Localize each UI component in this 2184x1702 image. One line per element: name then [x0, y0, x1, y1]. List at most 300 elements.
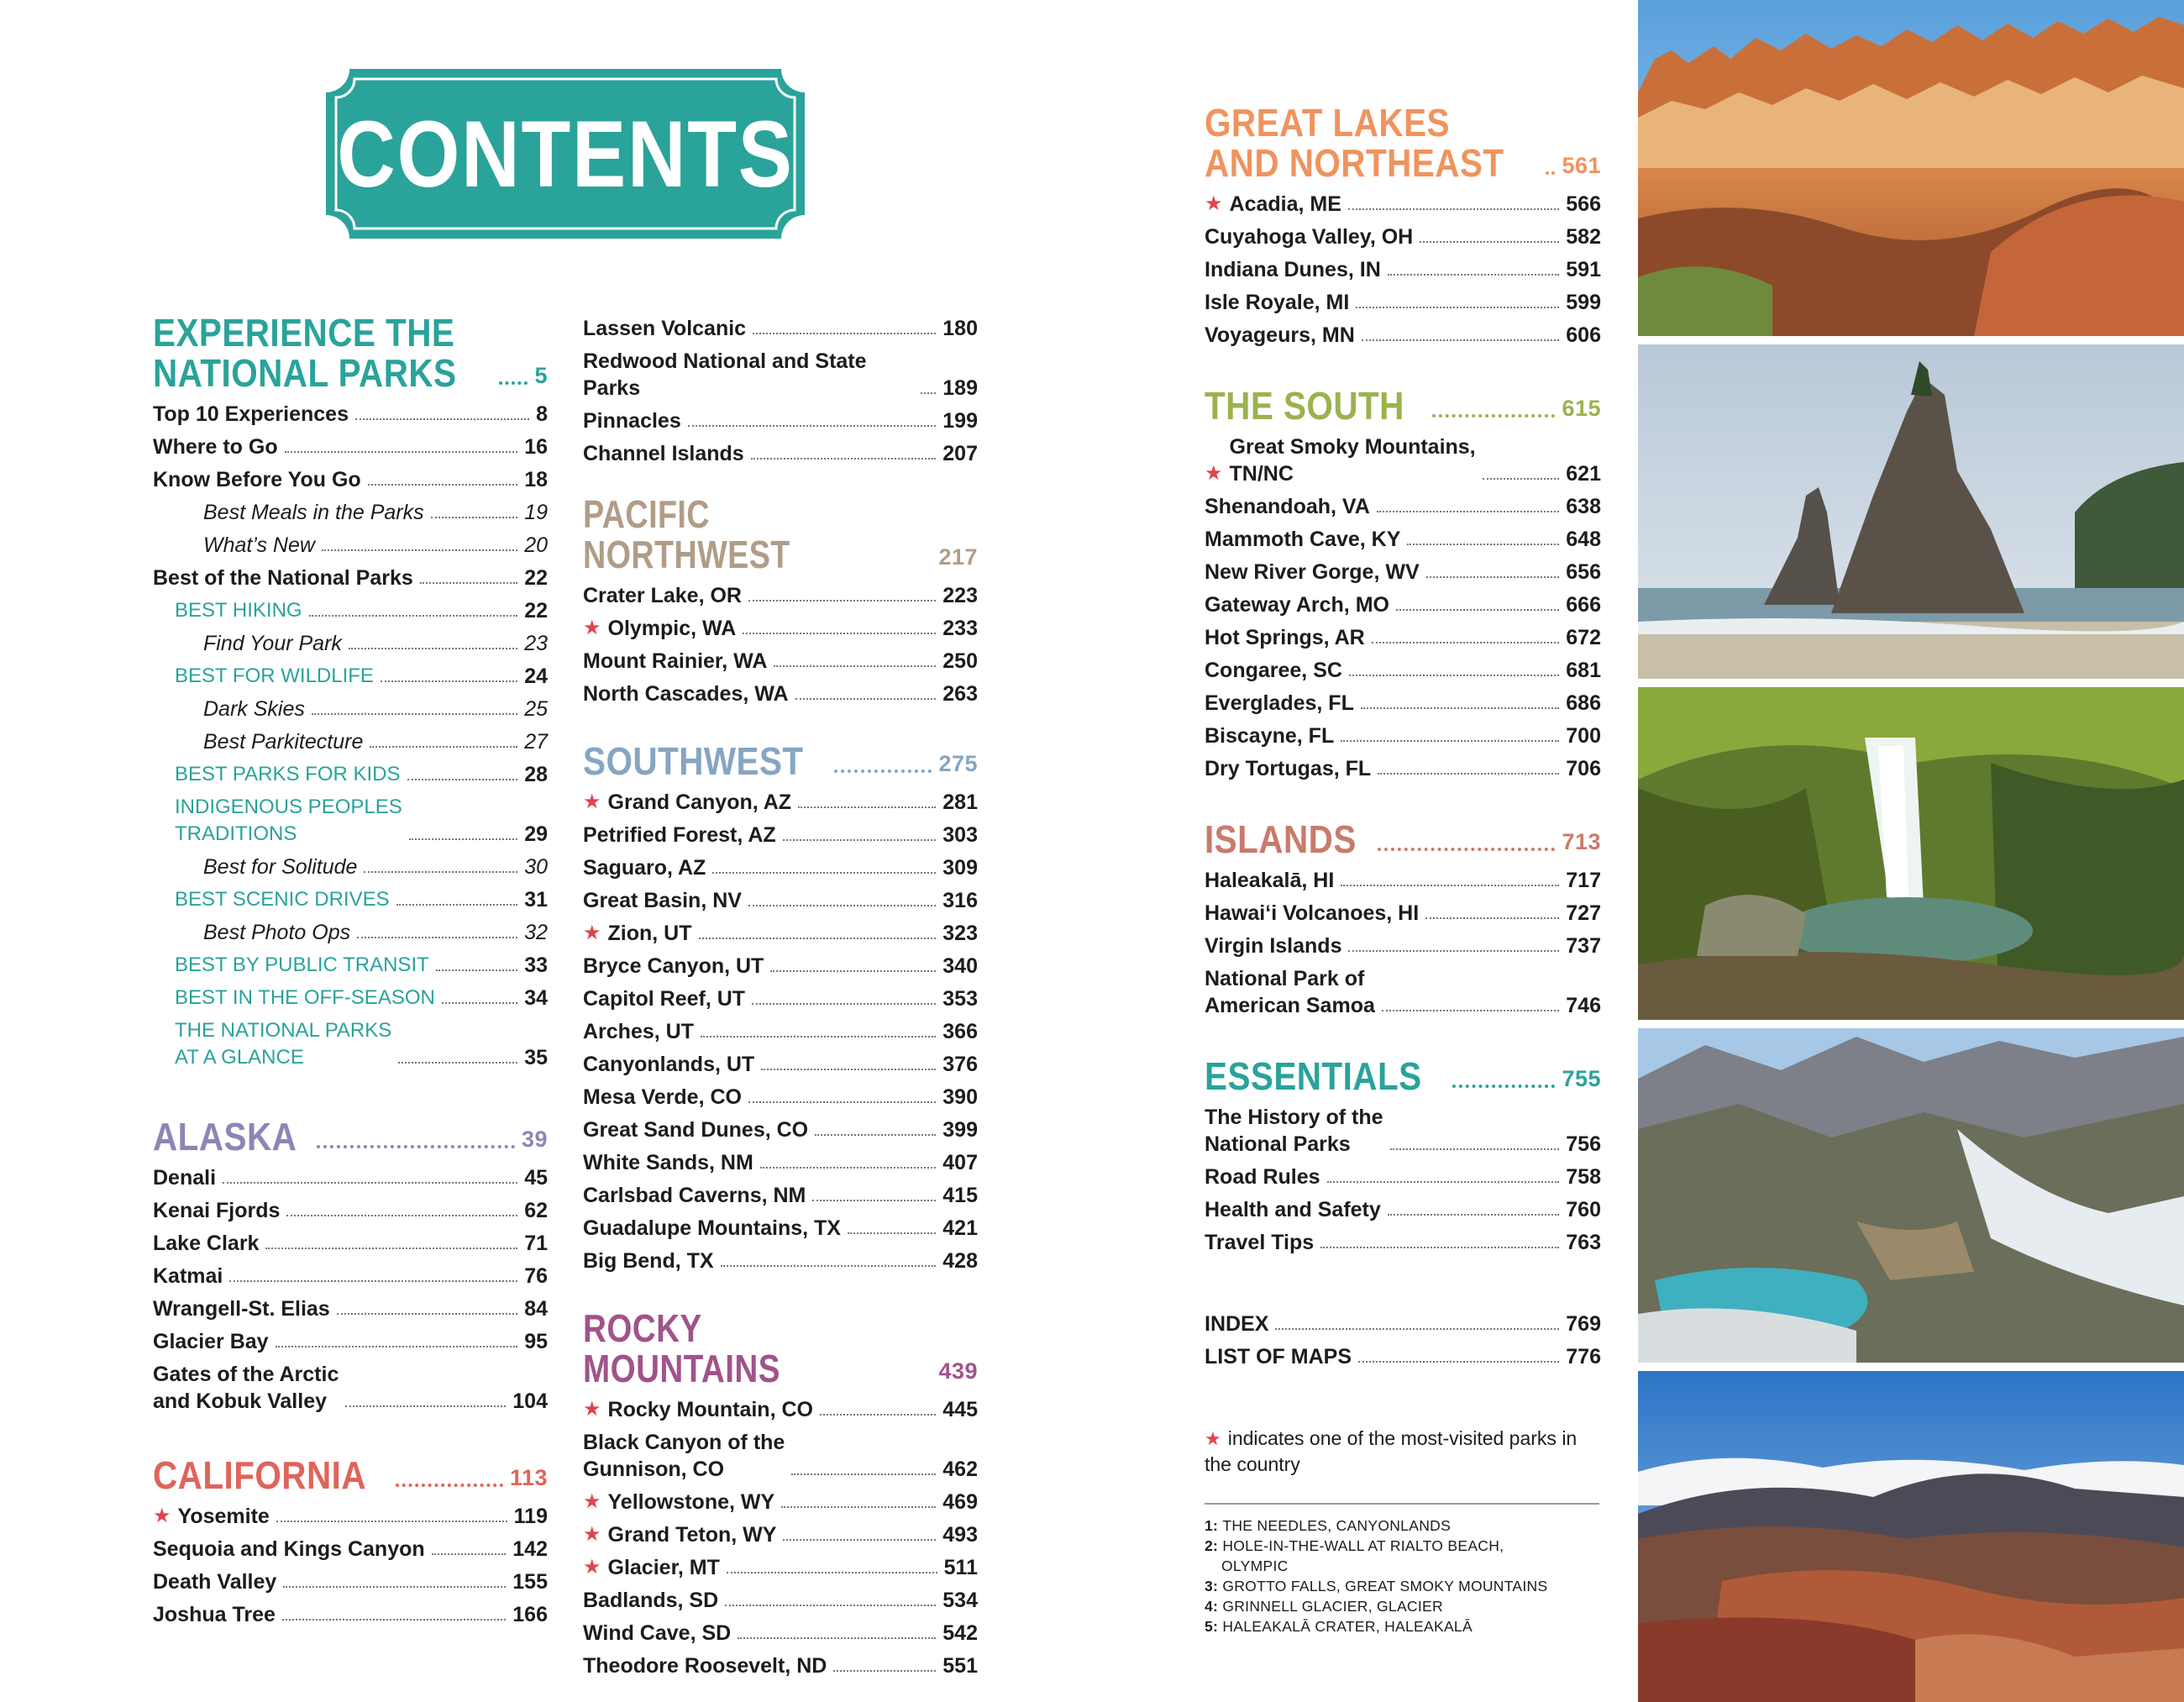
- entry-title: Congaree, SC: [1205, 659, 1342, 682]
- entry-page-number: 104: [512, 1389, 548, 1413]
- leader-dots: [1390, 1148, 1560, 1150]
- entry-title: Know Before You Go: [153, 468, 361, 491]
- entry-title: Yellowstone, WY: [607, 1490, 775, 1514]
- leader-dots: [1388, 1214, 1560, 1216]
- entry-page-number: 428: [942, 1249, 978, 1273]
- section-title: GREAT LAKES AND NORTHEAST: [1205, 101, 1504, 185]
- entry-title: Best for Solitude: [203, 855, 358, 879]
- leader-dots: [699, 938, 937, 939]
- toc-entry[interactable]: [153, 496, 548, 529]
- entry-title: Top 10 Experiences: [153, 402, 349, 426]
- section-title: ESSENTIALS: [1205, 1054, 1422, 1098]
- toc-entry[interactable]: [583, 917, 978, 950]
- section-great-lakes: [1205, 102, 1601, 352]
- entry-page-number: 28: [524, 763, 548, 786]
- entry-page-number: 33: [524, 953, 548, 977]
- haleakala-crater-photo: [1638, 1371, 2184, 1702]
- toc-entry[interactable]: [583, 1394, 978, 1426]
- toc-entry[interactable]: [583, 313, 978, 345]
- entry-title: Wrangell-St. Elias: [153, 1297, 330, 1321]
- leader-dots: [265, 1248, 517, 1249]
- toc-entry[interactable]: [583, 645, 978, 678]
- toc-entry[interactable]: [583, 1486, 978, 1519]
- entry-title: Isle Royale, MI: [1205, 291, 1350, 314]
- toc-entry[interactable]: [583, 612, 978, 645]
- entry-title: Grand Teton, WY: [607, 1523, 777, 1547]
- entry-page-number: 8: [536, 402, 548, 426]
- entry-page-number: 648: [1566, 528, 1601, 551]
- credit-number: 1:: [1205, 1517, 1223, 1534]
- toc-entry[interactable]: [1205, 188, 1601, 221]
- entry-title: White Sands, NM: [583, 1151, 753, 1174]
- entry-title: Carlsbad Caverns, NM: [583, 1184, 806, 1207]
- toc-entry[interactable]: [583, 885, 978, 917]
- section-heading: [583, 741, 978, 781]
- leader-dots: [725, 1605, 936, 1606]
- toc-entry[interactable]: [583, 580, 978, 612]
- toc-entry[interactable]: [583, 405, 978, 438]
- toc-entry[interactable]: [583, 438, 978, 470]
- section-southwest: [583, 741, 978, 1278]
- entry-title: BEST IN THE OFF-SEASON: [175, 986, 435, 1009]
- entry-page-number: 45: [524, 1166, 548, 1190]
- toc-entry[interactable]: [1205, 221, 1601, 254]
- toc-entry[interactable]: [583, 983, 978, 1016]
- entry-title: Virgin Islands: [1205, 934, 1342, 958]
- toc-entry[interactable]: [153, 851, 548, 884]
- entry-page-number: 591: [1566, 258, 1601, 281]
- entry-page-number: 19: [524, 501, 548, 524]
- entry-page-number: 84: [524, 1297, 548, 1321]
- toc-entry[interactable]: [153, 1227, 548, 1260]
- credit-text: HOLE-IN-THE-WALL AT RIALTO BEACH,: [1222, 1537, 1504, 1554]
- entry-page-number: 25: [524, 697, 548, 721]
- entry-title: Indiana Dunes, IN: [1205, 258, 1381, 281]
- toc-entry[interactable]: [583, 1245, 978, 1278]
- credit-number: 4:: [1205, 1598, 1223, 1615]
- toc-entry[interactable]: [583, 1519, 978, 1552]
- section-heading: [583, 1308, 978, 1389]
- toc-entry[interactable]: [1205, 654, 1601, 687]
- toc-entry[interactable]: [583, 1016, 978, 1048]
- leader-dots: [1425, 917, 1559, 919]
- entry-title: Travel Tips: [1205, 1231, 1315, 1254]
- toc-entry[interactable]: [1205, 753, 1601, 785]
- toc-entry[interactable]: [1205, 319, 1601, 352]
- leader-dots: [1420, 241, 1559, 243]
- leader-dots: [921, 392, 936, 394]
- toc-entry[interactable]: [583, 1426, 978, 1486]
- entry-title: Sequoia and Kings Canyon: [153, 1537, 425, 1561]
- section-page-number[interactable]: 113: [509, 1465, 548, 1490]
- entry-title: Olympic, WA: [607, 617, 737, 640]
- leader-dots: [743, 633, 936, 634]
- leader-dots: [432, 1553, 507, 1555]
- entry-title: Glacier, MT: [607, 1556, 720, 1579]
- toc-entry[interactable]: [583, 1212, 978, 1245]
- leader-dots: [1426, 576, 1560, 578]
- toc-entry[interactable]: [583, 1584, 978, 1617]
- entry-title: Dark Skies: [203, 697, 305, 721]
- toc-entry[interactable]: [1205, 687, 1601, 720]
- toc-entry[interactable]: [153, 529, 548, 562]
- toc-entry[interactable]: [583, 950, 978, 983]
- entry-page-number: 700: [1566, 724, 1601, 748]
- leader-dots: [276, 1521, 507, 1522]
- toc-entry[interactable]: [153, 1293, 548, 1326]
- toc-entry[interactable]: [1205, 1161, 1601, 1194]
- toc-column-2: [583, 313, 978, 1683]
- section-page-number[interactable]: 217: [938, 544, 978, 570]
- entry-page-number: 281: [942, 791, 978, 814]
- photo-strip: [1638, 0, 2184, 1702]
- toc-entry[interactable]: [153, 1533, 548, 1566]
- leader-dots: [834, 770, 932, 773]
- entry-page-number: 22: [524, 566, 548, 590]
- leader-dots: [781, 1506, 936, 1508]
- entry-page-number: 462: [942, 1458, 978, 1481]
- entry-page-number: 582: [1566, 225, 1601, 249]
- credit-line: [1205, 1616, 1599, 1636]
- leader-dots: [1483, 478, 1560, 480]
- section-page-number[interactable]: 5: [534, 363, 548, 388]
- entry-title: Hawai‘i Volcanoes, HI: [1205, 901, 1420, 925]
- entry-page-number: 493: [942, 1523, 978, 1547]
- entry-title: Capitol Reef, UT: [583, 987, 746, 1011]
- toc-entry[interactable]: [153, 917, 548, 949]
- toc-entry[interactable]: [1205, 589, 1601, 622]
- toc-entry[interactable]: [583, 1147, 978, 1179]
- toc-entry[interactable]: [153, 1500, 548, 1533]
- toc-entry[interactable]: [153, 562, 548, 595]
- entry-title: Channel Islands: [583, 442, 744, 465]
- leader-dots: [760, 1167, 936, 1169]
- leader-dots: [431, 517, 518, 518]
- toc-entry[interactable]: [583, 1617, 978, 1650]
- toc-entry[interactable]: [1205, 1194, 1601, 1227]
- credit-number: 2:: [1205, 1537, 1223, 1554]
- section-california-continued: [583, 313, 978, 470]
- leader-dots: [798, 806, 936, 808]
- toc-entry[interactable]: [1205, 720, 1601, 753]
- entry-title: Rocky Mountain, CO: [607, 1398, 813, 1421]
- section-heading: [1205, 1056, 1601, 1096]
- toc-entry[interactable]: [153, 1358, 548, 1418]
- entry-page-number: 542: [942, 1621, 978, 1645]
- leader-dots: [381, 680, 517, 682]
- toc-entry[interactable]: [153, 1260, 548, 1293]
- toc-entry[interactable]: [153, 1326, 548, 1358]
- entry-page-number: 666: [1566, 593, 1601, 617]
- leader-dots: [761, 1069, 936, 1070]
- toc-entry[interactable]: [1205, 963, 1601, 1022]
- toc-entry[interactable]: [1205, 622, 1601, 654]
- star-icon: ★: [583, 617, 601, 639]
- leader-dots: [364, 871, 517, 873]
- section-title: EXPERIENCE THE NATIONAL PARKS: [153, 311, 457, 395]
- leader-dots: [309, 615, 518, 617]
- entry-title: BEST BY PUBLIC TRANSIT: [175, 953, 429, 976]
- leader-dots: [1348, 950, 1559, 952]
- entry-title: Health and Safety: [1205, 1198, 1381, 1221]
- credit-number: 3:: [1205, 1578, 1223, 1594]
- entry-page-number: 681: [1566, 659, 1601, 682]
- leader-dots: [738, 1637, 936, 1639]
- toc-entry[interactable]: [1205, 930, 1601, 963]
- star-icon: ★: [153, 1505, 171, 1527]
- section-islands: [1205, 819, 1601, 1022]
- entry-title: Glacier Bay: [153, 1330, 269, 1353]
- toc-entry[interactable]: [1205, 523, 1601, 556]
- entry-title: Road Rules: [1205, 1165, 1320, 1189]
- leader-dots: [1362, 339, 1560, 341]
- toc-entry[interactable]: [153, 982, 548, 1015]
- toc-entry[interactable]: [153, 726, 548, 759]
- toc-entry[interactable]: [153, 1195, 548, 1227]
- toc-entry[interactable]: [583, 678, 978, 711]
- entry-page-number: 24: [524, 665, 548, 688]
- entry-title: What’s New: [203, 533, 315, 557]
- toc-entry[interactable]: [583, 1114, 978, 1147]
- toc-entry[interactable]: [1205, 1308, 1601, 1341]
- toc-entry[interactable]: [153, 1566, 548, 1599]
- entry-page-number: 340: [942, 954, 978, 978]
- entry-page-number: 119: [513, 1505, 548, 1528]
- leader-dots: [727, 1572, 937, 1573]
- entry-page-number: 737: [1566, 934, 1601, 958]
- toc-entry[interactable]: [583, 1179, 978, 1212]
- entry-page-number: 155: [512, 1570, 548, 1594]
- leader-dots: [1377, 511, 1560, 512]
- toc-entry[interactable]: [1205, 431, 1601, 491]
- toc-entry[interactable]: [153, 1162, 548, 1195]
- leader-dots: [712, 872, 936, 874]
- most-visited-note: [1205, 1426, 1599, 1477]
- toc-entry[interactable]: [1205, 1101, 1601, 1161]
- toc-entry[interactable]: [153, 464, 548, 496]
- toc-entry[interactable]: [1205, 897, 1601, 930]
- entry-title: New River Gorge, WV: [1205, 560, 1420, 584]
- toc-entry[interactable]: [1205, 864, 1601, 897]
- leader-dots: [282, 1619, 506, 1621]
- entry-title: Joshua Tree: [153, 1603, 276, 1626]
- entry-page-number: 18: [524, 468, 548, 491]
- toc-entry[interactable]: [1205, 286, 1601, 319]
- section-rocky-mountains: [583, 1308, 978, 1683]
- entry-title: Haleakalā, HI: [1205, 869, 1335, 892]
- toc-entry[interactable]: [1205, 1227, 1601, 1259]
- entry-title: Everglades, FL: [1205, 691, 1354, 715]
- entry-page-number: 250: [942, 649, 978, 673]
- entry-title: Mesa Verde, CO: [583, 1085, 742, 1109]
- entry-title: Lake Clark: [153, 1232, 260, 1255]
- grotto-falls-photo: [1638, 687, 2184, 1020]
- toc-entry[interactable]: [583, 1081, 978, 1114]
- section-title: CALIFORNIA: [153, 1453, 367, 1497]
- section-essentials: [1205, 1056, 1601, 1259]
- entry-title: Grand Canyon, AZ: [607, 791, 792, 814]
- entry-page-number: 180: [942, 317, 978, 340]
- toc-entry[interactable]: [153, 1599, 548, 1631]
- entry-title: Acadia, ME: [1229, 192, 1341, 216]
- toc-entry[interactable]: [153, 595, 548, 628]
- entry-page-number: 769: [1566, 1312, 1601, 1336]
- credit-number: 5:: [1205, 1618, 1223, 1635]
- leader-dots: [1407, 544, 1559, 545]
- entry-title: INDEX: [1205, 1312, 1269, 1336]
- leader-dots: [701, 1036, 936, 1037]
- leader-dots: [774, 665, 936, 667]
- entry-page-number: 189: [942, 376, 978, 400]
- section-page-number[interactable]: 713: [1562, 829, 1601, 854]
- star-icon: ★: [1205, 462, 1223, 485]
- entry-page-number: 390: [942, 1085, 978, 1109]
- section-page-number[interactable]: 561: [1562, 153, 1601, 178]
- section-alaska: [153, 1116, 548, 1418]
- section-page-number[interactable]: 439: [938, 1358, 978, 1384]
- section-page-number[interactable]: 615: [1562, 396, 1601, 421]
- section-heading: [153, 1116, 548, 1157]
- entry-page-number: 534: [942, 1589, 978, 1612]
- entry-title: Mammoth Cave, KY: [1205, 528, 1401, 551]
- toc-entry[interactable]: [583, 852, 978, 885]
- entry-page-number: 376: [942, 1053, 978, 1076]
- section-heading: [153, 313, 548, 393]
- entry-page-number: 415: [942, 1184, 978, 1207]
- leader-dots: [1452, 1085, 1556, 1088]
- entry-page-number: 656: [1566, 560, 1601, 584]
- leader-dots: [1341, 885, 1559, 886]
- entry-title: Theodore Roosevelt, ND: [583, 1654, 827, 1678]
- section-experience: [153, 313, 548, 1074]
- section-title: THE SOUTH: [1205, 384, 1404, 428]
- leader-dots: [368, 484, 517, 486]
- entry-title: Lassen Volcanic: [583, 317, 747, 340]
- leader-dots: [1388, 274, 1560, 276]
- entry-title: Gateway Arch, MO: [1205, 593, 1389, 617]
- entry-title: Kenai Fjords: [153, 1199, 281, 1222]
- leader-dots: [286, 1215, 517, 1216]
- leader-dots: [285, 451, 518, 453]
- toc-entry[interactable]: [153, 693, 548, 726]
- entry-title: Gates of the Arctic and Kobuk Valley: [153, 1363, 339, 1413]
- credit-line: [1205, 1516, 1599, 1536]
- toc-entry[interactable]: [153, 791, 548, 851]
- toc-entry[interactable]: [583, 345, 978, 405]
- entry-page-number: 353: [942, 987, 978, 1011]
- toc-entry[interactable]: [583, 1048, 978, 1081]
- entry-title: Black Canyon of the Gunnison, CO: [583, 1431, 785, 1481]
- entry-page-number: 34: [524, 986, 548, 1010]
- star-icon: ★: [1205, 1428, 1221, 1449]
- entry-page-number: 445: [942, 1398, 978, 1421]
- section-title: ALASKA: [153, 1115, 297, 1158]
- section-heading: [1205, 386, 1601, 426]
- entry-title: Zion, UT: [607, 922, 692, 945]
- leader-dots: [688, 425, 937, 427]
- entry-title: Dry Tortugas, FL: [1205, 757, 1372, 780]
- entry-title: Best Parkitecture: [203, 730, 364, 754]
- toc-entry[interactable]: [153, 660, 548, 693]
- leader-dots: [721, 1265, 937, 1267]
- entry-title: THE NATIONAL PARKS AT A GLANCE: [175, 1019, 392, 1069]
- entry-title: BEST FOR WILDLIFE: [175, 665, 374, 687]
- leader-dots: [770, 970, 936, 972]
- entry-page-number: 323: [942, 922, 978, 945]
- toc-entry[interactable]: [153, 884, 548, 917]
- section-heading: [153, 1455, 548, 1495]
- leader-dots: [1372, 642, 1560, 644]
- leader-dots: [783, 1539, 936, 1541]
- leader-dots: [1348, 208, 1559, 210]
- section-heading: [583, 494, 978, 575]
- entry-title: Pinnacles: [583, 409, 681, 433]
- leader-dots: [1275, 1328, 1559, 1330]
- entry-title: Wind Cave, SD: [583, 1621, 732, 1645]
- toc-entry[interactable]: [153, 628, 548, 660]
- note-text: indicates one of the most-visited parks in the country: [1205, 1427, 1578, 1475]
- entry-page-number: 95: [524, 1330, 548, 1353]
- entry-page-number: 263: [942, 682, 978, 706]
- toc-entry[interactable]: [1205, 556, 1601, 589]
- hole-in-the-wall-photo: [1638, 344, 2184, 679]
- leader-dots: [499, 381, 528, 385]
- leader-dots: [1546, 171, 1555, 175]
- toc-entry[interactable]: [583, 1650, 978, 1683]
- toc-entry[interactable]: [1205, 491, 1601, 523]
- section-page-number[interactable]: 275: [938, 751, 978, 776]
- leader-dots: [436, 969, 517, 971]
- entry-page-number: 706: [1566, 757, 1601, 780]
- leader-dots: [1320, 1247, 1559, 1248]
- toc-entry[interactable]: [1205, 254, 1601, 286]
- entry-page-number: 16: [524, 435, 548, 459]
- entry-title: Big Bend, TX: [583, 1249, 714, 1273]
- leader-dots: [848, 1232, 936, 1234]
- section-title: SOUTHWEST: [583, 739, 804, 783]
- entry-page-number: 599: [1566, 291, 1601, 314]
- leader-dots: [748, 1101, 936, 1103]
- grinnell-glacier-photo: [1638, 1028, 2184, 1363]
- leader-dots: [223, 1182, 517, 1184]
- toc-entry[interactable]: [583, 819, 978, 852]
- toc-entry[interactable]: [583, 1552, 978, 1584]
- section-page-number[interactable]: 39: [521, 1127, 548, 1152]
- entry-page-number: 758: [1566, 1165, 1601, 1189]
- toc-entry[interactable]: [153, 759, 548, 791]
- entry-page-number: 316: [942, 889, 978, 912]
- toc-entry[interactable]: [153, 431, 548, 464]
- entry-page-number: 621: [1566, 462, 1601, 486]
- entry-page-number: 760: [1566, 1198, 1601, 1221]
- entry-page-number: 469: [942, 1490, 978, 1514]
- toc-entry[interactable]: [1205, 1341, 1601, 1374]
- section-page-number[interactable]: 755: [1562, 1066, 1601, 1091]
- page-title: CONTENTS: [337, 101, 794, 207]
- toc-entry[interactable]: [153, 398, 548, 431]
- entry-page-number: 207: [942, 442, 978, 465]
- toc-entry[interactable]: [153, 1015, 548, 1074]
- entry-title: Great Sand Dunes, CO: [583, 1118, 809, 1142]
- toc-entry[interactable]: [153, 949, 548, 982]
- entry-title: Guadalupe Mountains, TX: [583, 1216, 841, 1240]
- leader-dots: [1432, 414, 1555, 418]
- toc-entry[interactable]: [583, 786, 978, 819]
- entry-page-number: 686: [1566, 691, 1601, 715]
- leader-dots: [407, 779, 518, 780]
- credit-line: [1205, 1596, 1599, 1616]
- entry-page-number: 32: [524, 921, 548, 944]
